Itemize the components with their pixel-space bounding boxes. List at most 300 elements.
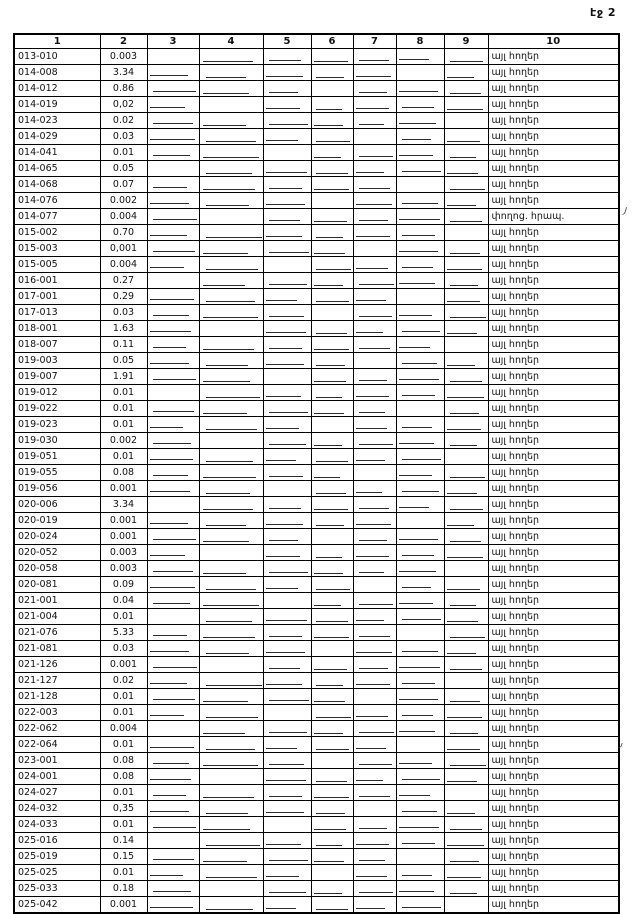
table-row	[14, 305, 619, 321]
empty-cell	[263, 449, 311, 465]
empty-cell	[444, 401, 488, 417]
dash-stroke	[316, 237, 343, 238]
empty-cell	[396, 545, 444, 561]
dash-stroke	[402, 459, 442, 460]
dash-stroke	[356, 76, 391, 77]
dash-stroke	[150, 587, 195, 588]
empty-cell	[263, 177, 311, 193]
empty-cell	[199, 305, 263, 321]
area-value-cell: 0.08	[100, 769, 147, 785]
dash-stroke	[316, 77, 343, 78]
dash-stroke	[447, 813, 475, 814]
empty-cell	[147, 897, 199, 914]
empty-cell	[444, 625, 488, 641]
parcel-code-cell: 019-030	[14, 433, 100, 449]
area-value-cell: 0.004	[100, 257, 147, 273]
empty-cell	[147, 417, 199, 433]
parcel-code-cell: 023-001	[14, 753, 100, 769]
empty-cell	[263, 193, 311, 209]
table-row	[14, 625, 619, 641]
empty-cell	[444, 529, 488, 545]
empty-cell	[147, 513, 199, 529]
dash-stroke	[399, 251, 437, 252]
dash-stroke	[206, 269, 258, 270]
empty-cell	[444, 865, 488, 881]
dash-stroke	[314, 189, 349, 190]
dash-stroke	[266, 524, 303, 525]
empty-cell	[147, 721, 199, 737]
empty-cell	[444, 593, 488, 609]
dash-stroke	[150, 683, 186, 684]
area-value-cell: 0.07	[100, 177, 147, 193]
dash-stroke	[150, 491, 190, 492]
empty-cell	[263, 369, 311, 385]
parcel-code-cell: 014-068	[14, 177, 100, 193]
empty-cell	[147, 561, 199, 577]
dash-stroke	[266, 780, 306, 781]
dash-stroke	[316, 557, 341, 558]
land-type-cell: այլ հողեր	[488, 449, 619, 465]
empty-cell	[311, 897, 353, 914]
table-row	[14, 417, 619, 433]
land-type-cell: այլ հողեր	[488, 561, 619, 577]
dash-stroke	[399, 603, 433, 604]
dash-stroke	[153, 571, 192, 572]
dash-stroke	[356, 396, 389, 397]
table-row	[14, 481, 619, 497]
dash-stroke	[269, 700, 309, 701]
dash-stroke	[314, 573, 343, 574]
empty-cell	[263, 81, 311, 97]
empty-cell	[263, 545, 311, 561]
dash-stroke	[356, 492, 382, 493]
land-type-cell: այլ հողեր	[488, 385, 619, 401]
empty-cell	[199, 609, 263, 625]
empty-cell	[353, 161, 396, 177]
dash-stroke	[153, 155, 190, 156]
empty-cell	[199, 705, 263, 721]
empty-cell	[444, 337, 488, 353]
empty-cell	[147, 65, 199, 81]
empty-cell	[199, 65, 263, 81]
empty-cell	[311, 337, 353, 353]
parcel-code-cell: 014-023	[14, 113, 100, 129]
empty-cell	[444, 801, 488, 817]
area-value-cell: 0.04	[100, 593, 147, 609]
area-value-cell: 0.15	[100, 849, 147, 865]
empty-cell	[263, 737, 311, 753]
empty-cell	[311, 881, 353, 897]
dash-stroke	[150, 779, 191, 780]
empty-cell	[311, 65, 353, 81]
empty-cell	[199, 337, 263, 353]
dash-stroke	[316, 685, 343, 686]
area-value-cell: 0.02	[100, 673, 147, 689]
empty-cell	[311, 705, 353, 721]
empty-cell	[263, 433, 311, 449]
dash-stroke	[316, 525, 343, 526]
dash-stroke	[399, 731, 435, 732]
empty-cell	[396, 65, 444, 81]
dash-stroke	[402, 587, 431, 588]
dash-stroke	[203, 573, 246, 574]
empty-cell	[353, 417, 396, 433]
table-row	[14, 81, 619, 97]
parcel-code-cell: 014-012	[14, 81, 100, 97]
area-value-cell: 0.05	[100, 353, 147, 369]
dash-stroke	[314, 797, 348, 798]
dash-stroke	[402, 363, 437, 364]
dash-stroke	[402, 491, 439, 492]
dash-stroke	[450, 157, 477, 158]
empty-cell	[396, 881, 444, 897]
dash-stroke	[266, 140, 297, 141]
dash-stroke	[269, 124, 308, 125]
empty-cell	[147, 625, 199, 641]
area-value-cell: 0.002	[100, 193, 147, 209]
empty-cell	[263, 881, 311, 897]
empty-cell	[353, 289, 396, 305]
parcel-code-cell: 014-041	[14, 145, 100, 161]
table-row	[14, 737, 619, 753]
parcel-code-cell: 025-019	[14, 849, 100, 865]
empty-cell	[396, 209, 444, 225]
table-row	[14, 289, 619, 305]
empty-cell	[311, 769, 353, 785]
dash-stroke	[447, 173, 478, 174]
dash-stroke	[356, 748, 385, 749]
dash-stroke	[266, 76, 303, 77]
empty-cell	[199, 401, 263, 417]
empty-cell	[444, 657, 488, 673]
dash-stroke	[450, 93, 481, 94]
empty-cell	[311, 641, 353, 657]
area-value-cell: 0.03	[100, 305, 147, 321]
empty-cell	[263, 113, 311, 129]
empty-cell	[199, 113, 263, 129]
area-value-cell: 0.27	[100, 273, 147, 289]
dash-stroke	[399, 283, 435, 284]
empty-cell	[199, 369, 263, 385]
land-type-cell: այլ հողեր	[488, 129, 619, 145]
land-type-cell: այլ հողեր	[488, 497, 619, 513]
empty-cell	[444, 241, 488, 257]
dash-stroke	[269, 284, 307, 285]
parcel-code-cell: 019-023	[14, 417, 100, 433]
empty-cell	[353, 721, 396, 737]
empty-cell	[263, 417, 311, 433]
empty-cell	[199, 177, 263, 193]
table-row	[14, 705, 619, 721]
empty-cell	[396, 561, 444, 577]
dash-stroke	[356, 428, 387, 429]
table-row	[14, 353, 619, 369]
empty-cell	[444, 385, 488, 401]
dash-stroke	[153, 443, 191, 444]
empty-cell	[199, 593, 263, 609]
dash-stroke	[269, 668, 300, 669]
empty-cell	[444, 321, 488, 337]
table-row	[14, 145, 619, 161]
dash-stroke	[266, 844, 301, 845]
dash-stroke	[266, 396, 301, 397]
dash-stroke	[450, 317, 487, 318]
table-row	[14, 369, 619, 385]
dash-stroke	[402, 107, 434, 108]
empty-cell	[199, 657, 263, 673]
parcel-code-cell: 019-055	[14, 465, 100, 481]
empty-cell	[199, 641, 263, 657]
empty-cell	[147, 433, 199, 449]
dash-stroke	[269, 892, 306, 893]
land-type-cell: այլ հողեր	[488, 193, 619, 209]
empty-cell	[353, 753, 396, 769]
dash-stroke	[206, 141, 256, 142]
dash-stroke	[203, 797, 254, 798]
dash-stroke	[316, 461, 348, 462]
dash-stroke	[269, 860, 309, 861]
empty-cell	[147, 193, 199, 209]
empty-cell	[444, 161, 488, 177]
dash-stroke	[359, 188, 391, 189]
empty-cell	[263, 401, 311, 417]
dash-stroke	[314, 445, 342, 446]
land-type-cell: այլ հողեր	[488, 577, 619, 593]
empty-cell	[353, 481, 396, 497]
empty-cell	[263, 721, 311, 737]
empty-cell	[199, 753, 263, 769]
empty-cell	[353, 657, 396, 673]
empty-cell	[263, 145, 311, 161]
empty-cell	[263, 385, 311, 401]
parcel-code-cell: 025-042	[14, 897, 100, 914]
empty-cell	[353, 273, 396, 289]
dash-stroke	[150, 555, 184, 556]
parcel-code-cell: 020-081	[14, 577, 100, 593]
empty-cell	[263, 161, 311, 177]
empty-cell	[199, 817, 263, 833]
area-value-cell: 0.01	[100, 689, 147, 705]
dash-stroke	[359, 828, 388, 829]
land-type-cell: այլ հողեր	[488, 737, 619, 753]
dash-stroke	[203, 605, 259, 606]
dash-stroke	[402, 427, 432, 428]
empty-cell	[147, 657, 199, 673]
empty-cell	[311, 241, 353, 257]
dash-stroke	[153, 891, 191, 892]
dash-stroke	[269, 252, 309, 253]
dash-stroke	[203, 61, 253, 62]
empty-cell	[199, 241, 263, 257]
dash-stroke	[316, 397, 342, 398]
area-value-cell: 0.01	[100, 417, 147, 433]
dash-stroke	[316, 365, 344, 366]
empty-cell	[444, 353, 488, 369]
table-row	[14, 385, 619, 401]
table-row	[14, 337, 619, 353]
empty-cell	[199, 689, 263, 705]
empty-cell	[199, 849, 263, 865]
empty-cell	[353, 465, 396, 481]
empty-cell	[311, 129, 353, 145]
empty-cell	[147, 401, 199, 417]
empty-cell	[147, 817, 199, 833]
dash-stroke	[206, 717, 258, 718]
land-type-cell: այլ հողեր	[488, 705, 619, 721]
empty-cell	[311, 305, 353, 321]
dash-stroke	[359, 796, 390, 797]
empty-cell	[263, 801, 311, 817]
empty-cell	[199, 97, 263, 113]
empty-cell	[396, 241, 444, 257]
parcel-code-cell: 020-058	[14, 561, 100, 577]
page-number-label: էջ 2	[590, 6, 616, 19]
parcel-code-cell: 024-001	[14, 769, 100, 785]
area-value-cell: 0.004	[100, 721, 147, 737]
table-body	[14, 49, 619, 914]
empty-cell	[396, 433, 444, 449]
parcel-code-cell: 019-003	[14, 353, 100, 369]
table-row	[14, 609, 619, 625]
empty-cell	[444, 689, 488, 705]
empty-cell	[353, 849, 396, 865]
empty-cell	[444, 641, 488, 657]
empty-cell	[396, 609, 444, 625]
empty-cell	[353, 193, 396, 209]
dash-stroke	[153, 411, 193, 412]
empty-cell	[396, 97, 444, 113]
empty-cell	[353, 785, 396, 801]
empty-cell	[353, 625, 396, 641]
empty-cell	[353, 337, 396, 353]
empty-cell	[311, 145, 353, 161]
table-row	[14, 513, 619, 529]
table-row	[14, 129, 619, 145]
dash-stroke	[314, 381, 346, 382]
empty-cell	[396, 369, 444, 385]
land-type-cell: այլ հողեր	[488, 865, 619, 881]
empty-cell	[444, 609, 488, 625]
parcel-code-cell: 021-081	[14, 641, 100, 657]
empty-cell	[444, 481, 488, 497]
dash-stroke	[153, 187, 187, 188]
parcel-code-cell: 025-025	[14, 865, 100, 881]
land-type-cell: այլ հողեր	[488, 161, 619, 177]
empty-cell	[311, 193, 353, 209]
empty-cell	[147, 241, 199, 257]
area-value-cell: 0.003	[100, 545, 147, 561]
empty-cell	[311, 209, 353, 225]
parcel-code-cell: 014-029	[14, 129, 100, 145]
table-row	[14, 545, 619, 561]
dash-stroke	[359, 284, 395, 285]
dash-stroke	[399, 443, 434, 444]
area-value-cell: 0.03	[100, 641, 147, 657]
dash-stroke	[402, 715, 433, 716]
dash-stroke	[447, 557, 482, 558]
empty-cell	[396, 113, 444, 129]
empty-cell	[444, 113, 488, 129]
empty-cell	[311, 385, 353, 401]
empty-cell	[147, 737, 199, 753]
empty-cell	[263, 625, 311, 641]
empty-cell	[396, 417, 444, 433]
empty-cell	[263, 817, 311, 833]
land-type-cell: այլ հողեր	[488, 657, 619, 673]
dash-stroke	[153, 763, 189, 764]
parcel-code-cell: 016-001	[14, 273, 100, 289]
dash-stroke	[269, 412, 309, 413]
dash-stroke	[153, 347, 186, 348]
parcel-code-cell: 019-007	[14, 369, 100, 385]
dash-stroke	[206, 525, 246, 526]
empty-cell	[444, 577, 488, 593]
dash-stroke	[399, 763, 432, 764]
dash-stroke	[399, 219, 440, 220]
empty-cell	[199, 465, 263, 481]
dash-stroke	[399, 155, 433, 156]
dash-stroke	[450, 189, 485, 190]
table-row	[14, 897, 619, 914]
area-value-cell: 0.86	[100, 81, 147, 97]
empty-cell	[199, 225, 263, 241]
dash-stroke	[359, 764, 392, 765]
empty-cell	[147, 785, 199, 801]
table-row	[14, 529, 619, 545]
dash-stroke	[316, 845, 342, 846]
table-row	[14, 817, 619, 833]
table-row	[14, 113, 619, 129]
land-type-cell: այլ հողեր	[488, 881, 619, 897]
table-row	[14, 257, 619, 273]
empty-cell	[199, 785, 263, 801]
table-row	[14, 401, 619, 417]
dash-stroke	[359, 412, 386, 413]
area-value-cell: 0.01	[100, 865, 147, 881]
area-value-cell: 1.63	[100, 321, 147, 337]
empty-cell	[199, 625, 263, 641]
column-header-10: 10	[488, 34, 619, 49]
dash-stroke	[447, 205, 475, 206]
table-row	[14, 97, 619, 113]
empty-cell	[353, 609, 396, 625]
empty-cell	[147, 641, 199, 657]
empty-cell	[147, 81, 199, 97]
area-value-cell: 0.001	[100, 529, 147, 545]
table-row	[14, 273, 619, 289]
empty-cell	[444, 129, 488, 145]
dash-stroke	[269, 540, 298, 541]
dash-stroke	[447, 653, 475, 654]
empty-cell	[199, 49, 263, 65]
table-row	[14, 865, 619, 881]
dash-stroke	[266, 108, 300, 109]
parcel-code-cell: 020-019	[14, 513, 100, 529]
dash-stroke	[447, 717, 482, 718]
dash-stroke	[402, 907, 442, 908]
dash-stroke	[206, 301, 254, 302]
land-type-cell: այլ հողեր	[488, 465, 619, 481]
land-type-cell: այլ հողեր	[488, 593, 619, 609]
dash-stroke	[356, 172, 384, 173]
land-parcel-table	[13, 33, 620, 914]
empty-cell	[444, 721, 488, 737]
empty-cell	[353, 353, 396, 369]
table-row	[14, 769, 619, 785]
dash-stroke	[203, 381, 251, 382]
empty-cell	[311, 481, 353, 497]
empty-cell	[353, 385, 396, 401]
